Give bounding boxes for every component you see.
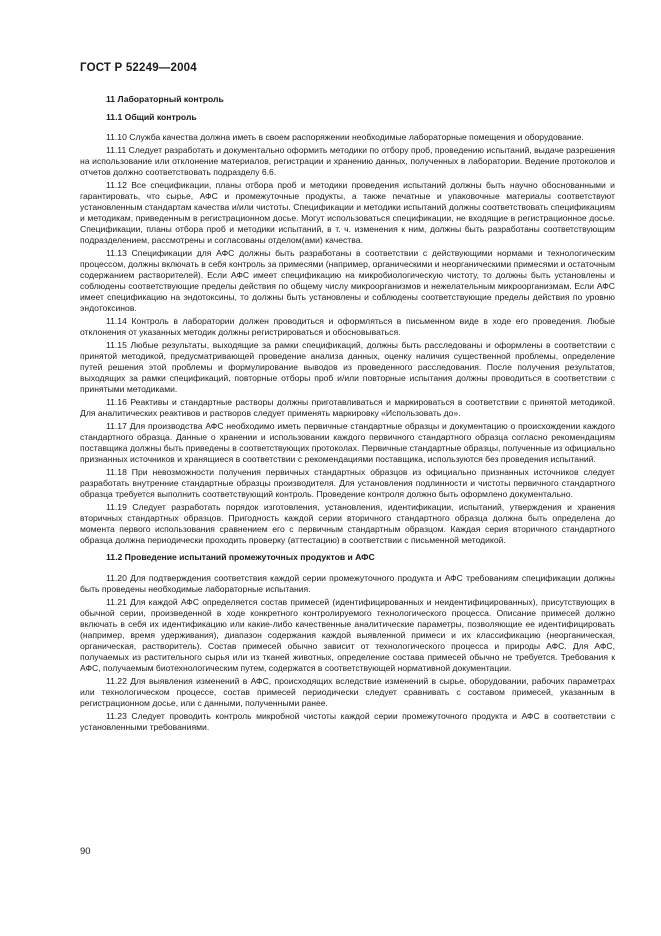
paragraph-11-17: 11.17 Для производства АФС необходимо иметь первичные стандартные образцы и документацию о происхождении каждого стандартного образца. Данные о хранении и использовании каждого первичного стандартного образца согласно рекомендациям поставщика должны быть приведены в соответствующих протоколах. Первичные стандартные образцы, полученные из официально признанных источников и хранящиеся в соответствии с рекомендациями поставщика, используются без проведения испытаний. bbox=[80, 420, 615, 464]
section-heading: 11 Лабораторный контроль bbox=[106, 94, 224, 104]
paragraph-11-16: 11.16 Реактивы и стандартные растворы должны приготавливаться и маркироваться в соответствии с принятой методикой. Для аналитических реактивов и растворов следует применять маркировку «Использовать до». bbox=[80, 396, 615, 418]
paragraph-11-18: 11.18 При невозможности получения первичных стандартных образцов из официально признанных источников следует разработать внутренние стандартные образцы производителя. Для установления подлинности и чистоты первичного стандартного образца требуется выполнить соответствующий контроль. Проведение контроля должно быть оформлено документально. bbox=[80, 466, 615, 499]
paragraph-11-10: 11.10 Служба качества должна иметь в своем распоряжении необходимые лабораторные помещения и оборудование. bbox=[106, 132, 584, 143]
page-content bbox=[80, 94, 615, 735]
paragraph-11-14: 11.14 Контроль в лаборатории должен проводиться и оформляться в письменном виде в ходе его проведения. Любые отклонения от указанных методик должны регистрироваться и обосновываться. bbox=[80, 316, 615, 338]
paragraph-11-13: 11.13 Спецификации для АФС должны быть разработаны в соответствии с действующими нормами и технологическим процессом, должны включать в себя контроль за примесями (например, органическими и неорганическими примесями и остаточным содержанием растворителей). Если АФС имеет спецификацию на микробиологическую чистоту, то должны быть установлены и соблюдены соответствующие пределы действия по общему числу микроорганизмов и нежелательным микроорганизмам. Если АФС имеет спецификацию на эндотоксины, то должны быть установлены и соблюдены соответствующие пределы действия по уровню эндотоксинов. bbox=[80, 247, 615, 314]
paragraph-11-20: 11.20 Для подтверждения соответствия каждой серии промежуточного продукта и АФС требованиям спецификации должны быть проведены необходимые лабораторные испытания. bbox=[80, 573, 615, 595]
paragraph-11-11: 11.11 Следует разработать и документально оформить методики по отбору проб, проведению испытаний, выдаче разрешения на использование или отклонение материалов, регистрации и хранению данных, полученных в лаборатории. Ведение протоколов и отчетов должно соответствовать подразделу 6.6. bbox=[80, 144, 615, 178]
subsection-heading-testing: 11.2 Проведение испытаний промежуточных продуктов и АФС bbox=[106, 551, 375, 562]
paragraph-11-22: 11.22 Для выявления изменений в АФС, происходящих вследствие изменений в сырье, оборудовании, рабочих параметрах или технологическом процессе, состав примесей периодически следует сравнивать с составом примесей, указанным в регистрационном досье, или с данными, полученными ранее. bbox=[80, 676, 615, 709]
paragraph-11-21: 11.21 Для каждой АФС определяется состав примесей (идентифицированных и неидентифицированных), присутствующих в обычной серии, произведенной в ходе конкретного контролируемого технологического процесса. Описание примесей должно включать в себя их идентификацию или какие-либо качественные аналитические параметры, позволяющие ее идентифицировать (например, время удерживания), диапазон содержания каждой выявленной примеси и их классификацию (неорганическая, органическая, растворитель). Состав примесей обычно зависит от технологического процесса и природы АФС. Для АФС, получаемых из растительного сырья или из тканей животных, определение состава примесей обычно не требуется. Требования к АФС, получаемым биотехнологическим путем, содержатся в соответствующей нормативной документации. bbox=[80, 596, 615, 674]
paragraph-11-19: 11.19 Следует разработать порядок изготовления, установления, идентификации, испытаний, утверждения и хранения вторичных стандартных образцов. Пригодность каждой серии вторичного стандартного образца должна быть определена до момента первого использования сравнением его с первичным стандартным образцом. Каждая серия вторичного стандартного образца должна периодически проходить проверку (аттестацию) в соответствии с письменной методикой. bbox=[80, 501, 615, 545]
subsection-heading-general-control: 11.1 Общий контроль bbox=[106, 112, 197, 123]
paragraph-11-12: 11.12 Все спецификации, планы отбора проб и методики проведения испытаний должны быть научно обоснованными и гарантировать, что сырье, АФС и промежуточные продукты, а также печатные и упаковочные материалы соответствуют установленным стандартам качества и/или чистоты. Спецификации и методики испытаний должны соответствовать спецификациям и методикам, приведенным в регистрационном досье. Могут использоваться спецификации, не входящие в регистрационное досье. Спецификации, планы отбора проб и методики испытаний, в т. ч. изменения к ним, должны быть разработаны соответствующим подразделением, рассмотрены и согласованы отделом(ами) качества. bbox=[80, 179, 615, 246]
paragraph-11-15: 11.15 Любые результаты, выходящие за рамки спецификаций, должны быть расследованы и оформлены в соответствии с принятой методикой, предусматривающей проведение анализа данных, оценку наличия существенной проблемы, определение путей решения этой проблемы и формулирование выводов из проведенного расследования. После получения результатов, выходящих за рамки спецификаций, повторные отборы проб и/или повторные испытания должны проводиться в соответствии с принятыми методиками. bbox=[80, 339, 615, 395]
page-number: 90 bbox=[80, 846, 91, 857]
document-code: ГОСТ Р 52249—2004 bbox=[80, 62, 197, 74]
paragraph-11-23: 11.23 Следует проводить контроль микробной чистоты каждой серии промежуточного продукта и АФС в соответствии с установленными требованиями. bbox=[80, 710, 615, 732]
